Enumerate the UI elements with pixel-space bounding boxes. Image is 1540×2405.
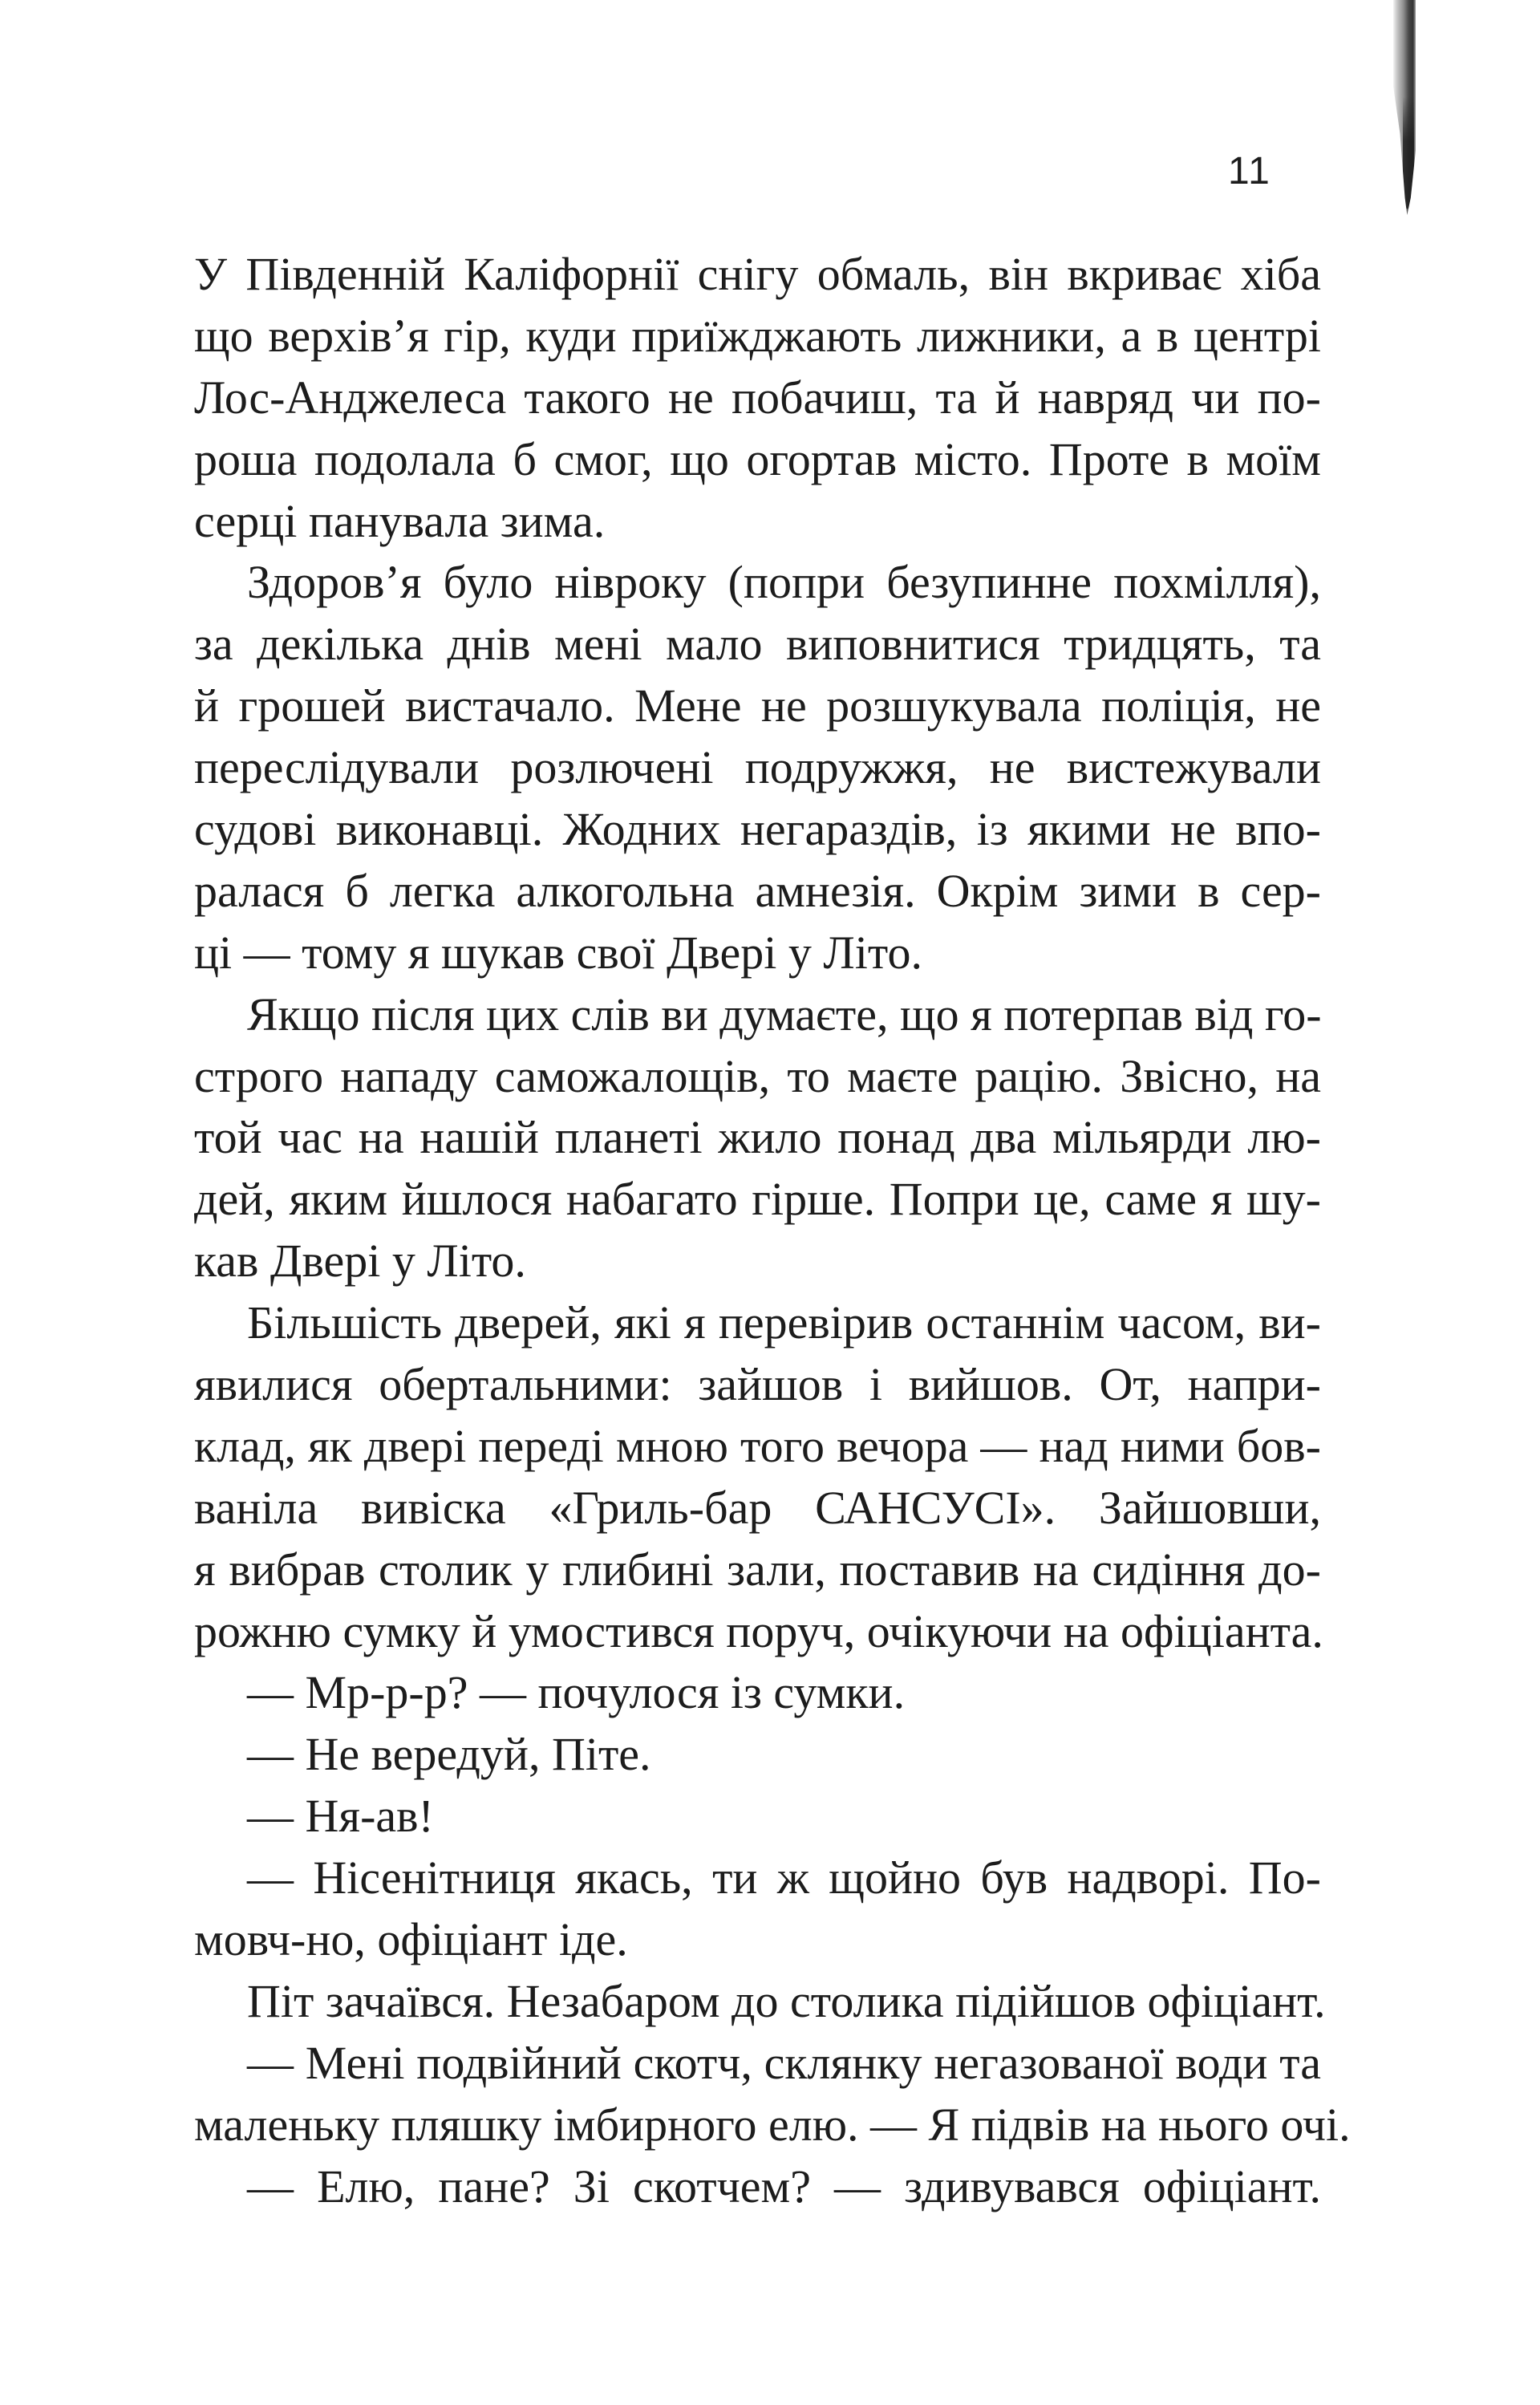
dialogue-line: — Ня-ав! — [247, 1790, 434, 1843]
text-line: за декілька днів мені мало виповнитися тридцять, та — [194, 618, 1321, 671]
dialogue-line: — Не вередуй, Піте. — [247, 1728, 651, 1781]
body-text — [194, 244, 1351, 2218]
text-line: Більшість дверей, які я перевірив останнім часом, ви- — [247, 1296, 1321, 1349]
text-line: я вибрав столик у глибині зали, поставив на сидіння до- — [194, 1543, 1321, 1596]
text-line: Піт зачаївся. Незабаром до столика підійшов офіціант. — [247, 1974, 1326, 2027]
text-line: переслідували розлючені подружжя, не вистежували — [194, 741, 1321, 794]
page-edge-shadow — [1393, 0, 1416, 215]
text-line: явилися обертальними: зайшов і вийшов. От, напри- — [194, 1358, 1321, 1411]
text-line: той час на нашій планеті жило понад два мільярди лю- — [194, 1111, 1321, 1164]
text-line: клад, як двері переді мною того вечора — над ними бов- — [194, 1419, 1321, 1472]
dialogue-line: — Мр-р-р? — почулося із сумки. — [247, 1666, 906, 1719]
text-line: кав Двері у Літо. — [194, 1235, 526, 1288]
text-line: рожню сумку й умостився поруч, очікуючи на офіціанта. — [194, 1604, 1323, 1657]
text-line: дей, яким йшлося набагато гірше. Попри це, саме я шу- — [194, 1173, 1321, 1226]
dialogue-line: мовч-но, офіціант іде. — [194, 1913, 628, 1966]
text-line: Лос-Анджелеса такого не побачиш, та й навряд чи по- — [194, 371, 1321, 424]
text-line: У Південній Каліфорнії снігу обмаль, він вкриває хіба — [194, 248, 1321, 300]
text-line: серці панувала зима. — [194, 494, 606, 547]
text-line: ці — тому я шукав свої Двері у Літо. — [194, 926, 922, 979]
text-line: Здоров’я було нівроку (попри безупинне похмілля), — [247, 556, 1321, 609]
dialogue-line: — Елю, пане? Зі скотчем? — здивувався офіціант. — [247, 2160, 1321, 2212]
text-line: Якщо після цих слів ви думаєте, що я потерпав від го- — [247, 988, 1322, 1040]
text-line: роша подолала б смог, що огортав місто. Проте в моїм — [194, 432, 1321, 485]
text-line: й грошей вистачало. Мене не розшукувала поліція, не — [194, 679, 1321, 732]
dialogue-line: — Нісенітниця якась, ти ж щойно був надворі. По- — [247, 1851, 1321, 1904]
text-line: строго нападу саможалощів, то маєте рацію. Звісно, на — [194, 1049, 1321, 1102]
dialogue-line: маленьку пляшку імбирного елю. — Я підвів на нього очі. — [194, 2098, 1351, 2151]
text-line: ралася б легка алкогольна амнезія. Окрім зими в сер- — [194, 864, 1321, 917]
dialogue-line: — Мені подвійний скотч, склянку негазованої води та — [247, 2036, 1321, 2089]
text-line: судові виконавці. Жодних негараздів, із якими не впо- — [194, 803, 1321, 856]
page-number: 11 — [1228, 150, 1271, 193]
text-line: ваніла вивіска «Гриль-бар САНСУСІ». Зайшовши, — [194, 1481, 1321, 1534]
text-line: що верхів’я гір, куди приїжджають лижники, а в центрі — [194, 309, 1321, 362]
